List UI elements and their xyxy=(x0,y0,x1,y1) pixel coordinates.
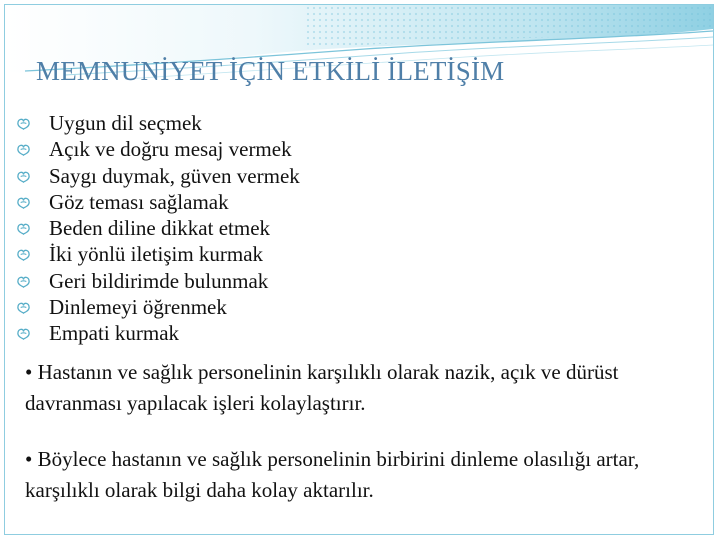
paragraph-listening: • Böylece hastanın ve sağlık personelinin birbirini dinleme olasılığı artar, karşılıklı olarak bilgi daha kolay aktarılır. xyxy=(25,447,640,502)
paragraph-courtesy: • Hastanın ve sağlık personelinin karşılıklı olarak nazik, açık ve dürüst davranması yapılacak işleri kolaylaştırır. xyxy=(25,360,619,415)
list-item-label: Dinlemeyi öğrenmek xyxy=(49,295,227,320)
fleuron-bullet-icon xyxy=(16,142,31,157)
fleuron-bullet-icon xyxy=(16,169,31,184)
fleuron-bullet-icon xyxy=(16,247,31,262)
list-item-label: Açık ve doğru mesaj vermek xyxy=(49,137,292,162)
list-item-label: Uygun dil seçmek xyxy=(49,111,202,135)
fleuron-bullet-icon xyxy=(16,195,31,210)
list-item-label: Göz teması sağlamak xyxy=(49,189,229,214)
list-item-label: İki yönlü iletişim kurmak xyxy=(49,242,264,267)
fleuron-bullet-icon xyxy=(16,300,31,315)
list-item-label: Beden diline dikkat etmek xyxy=(49,216,271,241)
fleuron-bullet-icon xyxy=(16,116,31,131)
fleuron-bullet-icon xyxy=(16,274,31,289)
list-item-label: Empati kurmak xyxy=(49,321,180,346)
list-item-label: Saygı duymak, güven vermek xyxy=(49,163,300,188)
list-item-label: Geri bildirimde bulunmak xyxy=(49,268,269,293)
fleuron-bullet-icon xyxy=(16,326,31,341)
fleuron-bullet-icon xyxy=(16,221,31,236)
slide-title: MEMNUNİYET İÇİN ETKİLİ İLETİŞİM xyxy=(36,56,505,86)
